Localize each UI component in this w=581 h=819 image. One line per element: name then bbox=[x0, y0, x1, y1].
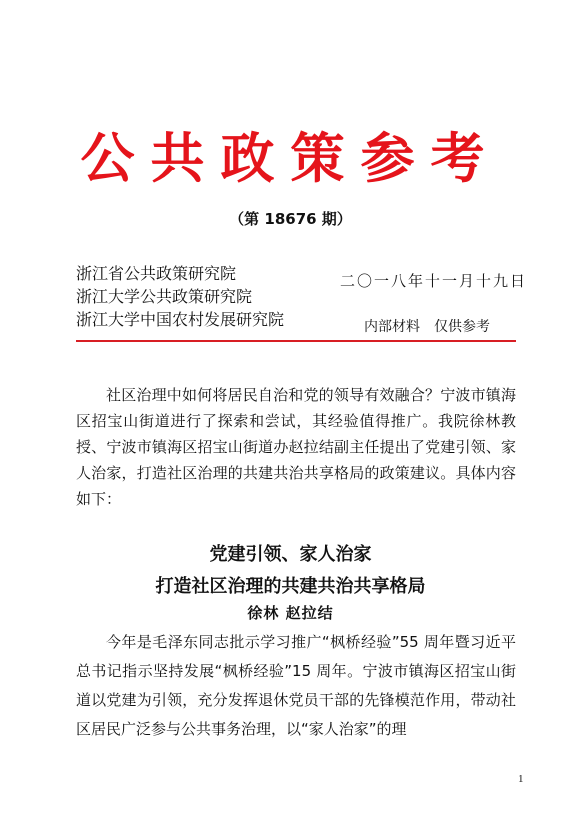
issue-number: （第 18676 期） bbox=[229, 210, 352, 228]
organization-name: 浙江大学中国农村发展研究院 bbox=[76, 310, 285, 329]
publication-date: 二〇一八年十一月十九日 bbox=[340, 272, 528, 290]
page-number: 1 bbox=[518, 773, 524, 785]
article-title-line2: 打造社区治理的共建共治共享格局 bbox=[155, 576, 426, 597]
article-paragraph: 今年是毛泽东同志批示学习推广“枫桥经验”55 周年暨习近平总书记指示坚持发展“枫桥经验”15 周年。宁波市镇海区招宝山街道以党建为引领，充分发挥退休党员干部的先锋模范作用，带动社区居民广泛参与公共事务治理，以“家人治家”的理 bbox=[76, 633, 516, 738]
internal-label: 内部材料 bbox=[364, 319, 420, 335]
article-authors: 徐林 赵拉结 bbox=[247, 604, 334, 622]
intro-paragraph: 社区治理中如何将居民自治和党的领导有效融合？宁波市镇海区招宝山街道进行了探索和尝试，其经验值得推广。我院徐林教授、宁波市镇海区招宝山街道办赵拉结副主任提出了党建引领、家人治家，打造社区治理的共建共治共享格局的政策建议。具体内容如下： bbox=[76, 386, 516, 508]
intro-section bbox=[76, 382, 516, 512]
distribution-note bbox=[364, 316, 490, 336]
reference-label: 仅供参考 bbox=[434, 319, 490, 335]
organization-list bbox=[76, 262, 284, 331]
organization-name: 浙江省公共政策研究院 bbox=[76, 264, 237, 283]
article-body bbox=[76, 628, 516, 744]
article-title-line1: 党建引领、家人治家 bbox=[209, 544, 372, 565]
organization-name: 浙江大学公共政策研究院 bbox=[76, 287, 253, 306]
header-divider bbox=[76, 340, 516, 342]
masthead-title: 公共政策参考 bbox=[80, 126, 501, 190]
